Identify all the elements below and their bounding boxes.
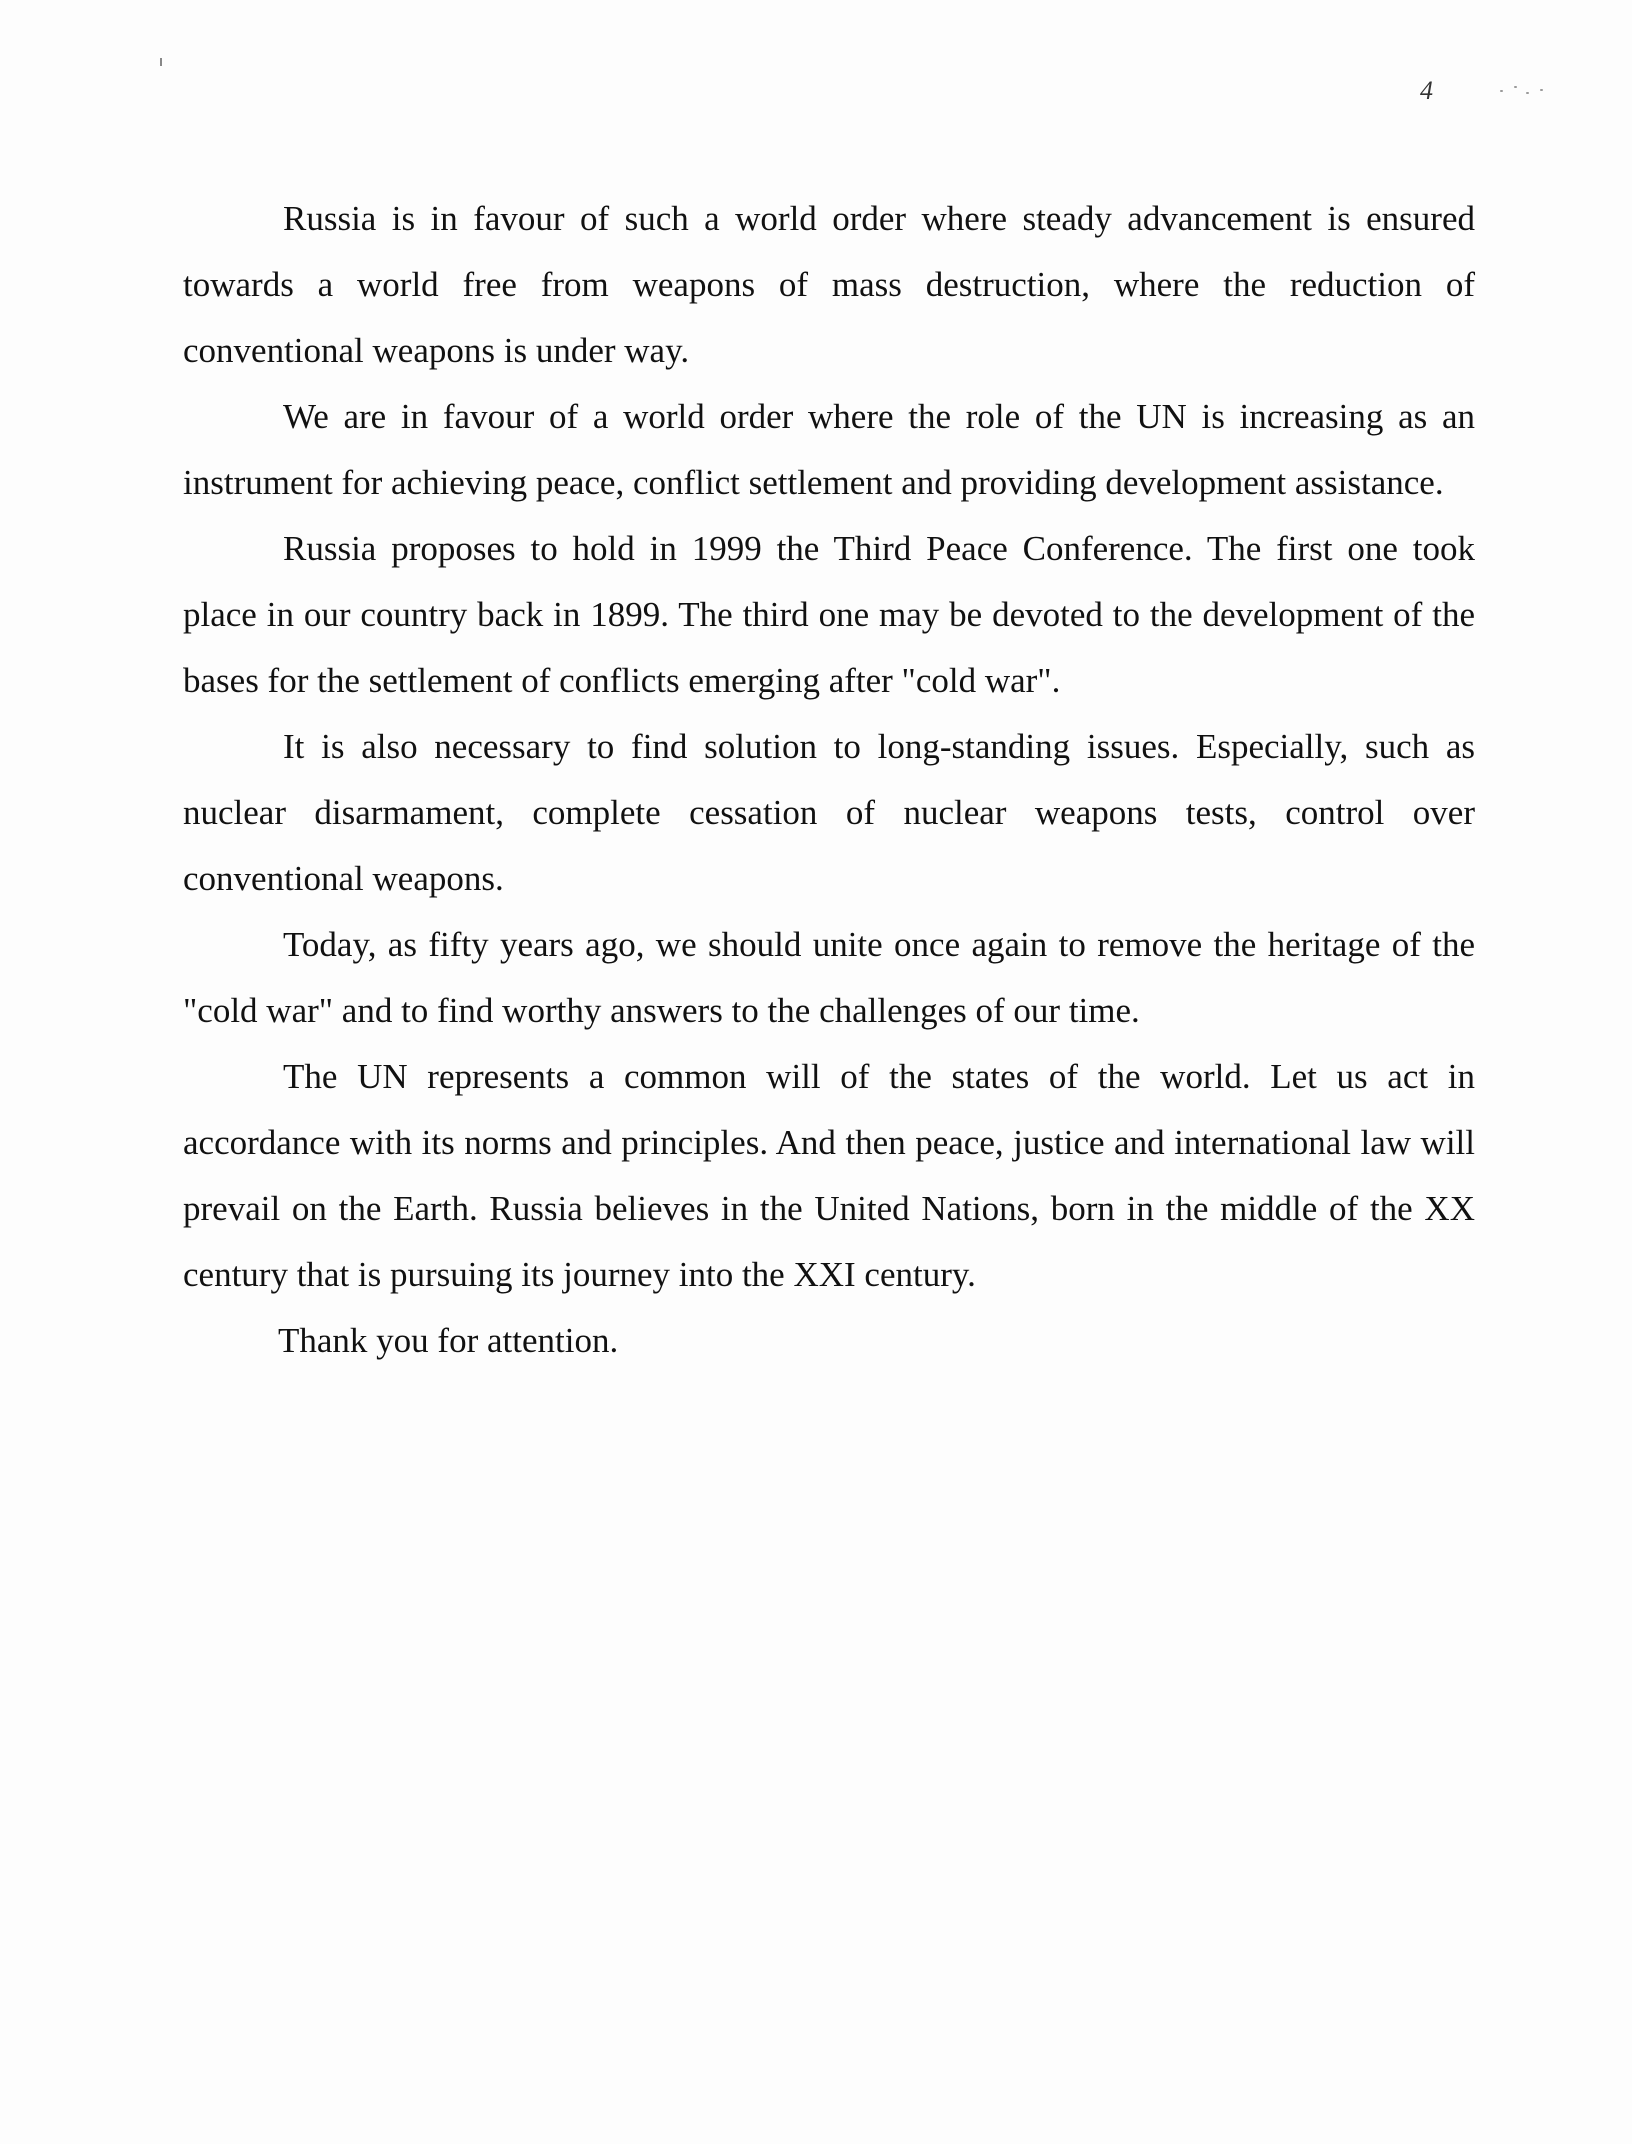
paragraph-long-standing-issues: It is also necessary to find solution to long-standing issues. Especially, such as nuclear disarmament, complete cessation of nuclear weapons tests, control over conventional weapons. <box>183 727 1475 898</box>
scan-specks <box>1500 86 1560 96</box>
page-number: 4 <box>1420 76 1433 105</box>
scan-edge-mark <box>160 58 162 66</box>
paragraph-peace-conference: Russia proposes to hold in 1999 the Third Peace Conference. The first one took place in our country back in 1899. The third one may be devoted to the development of the bases for the settlement of conflicts emerging after "cold war". <box>183 529 1475 700</box>
paragraph-un-role: We are in favour of a world order where the role of the UN is increasing as an instrument for achieving peace, conflict settlement and providing development assistance. <box>183 397 1475 502</box>
letter-body <box>183 186 1475 1374</box>
paragraph-world-order: Russia is in favour of such a world order where steady advancement is ensured towards a world free from weapons of mass destruction, where the reduction of conventional weapons is under way. <box>183 199 1475 370</box>
paragraph-unite-again: Today, as fifty years ago, we should unite once again to remove the heritage of the "cold war" and to find worthy answers to the challenges of our time. <box>183 925 1475 1030</box>
paragraph-un-common-will: The UN represents a common will of the states of the world. Let us act in accordance with its norms and principles. And then peace, justice and international law will prevail on the Earth. Russia believes in the United Nations, born in the middle of the XX century that is pursuing its journey into the XXI century. <box>183 1057 1475 1294</box>
closing-line: Thank you for attention. <box>278 1321 619 1360</box>
